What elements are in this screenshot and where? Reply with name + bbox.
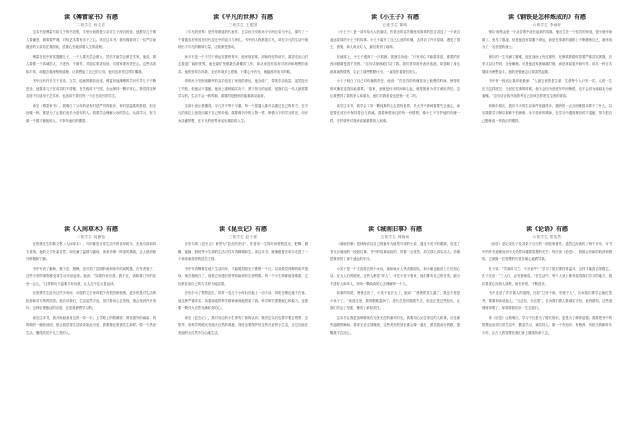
paragraph: 书中写到了葡萄、栀子花、腊梅，也写到了昆明的雨和家乡的咸鸭蛋。在作者笔下，这些平常的事物都变得生动可爱起来。他说：“如果你来访我，我不在，请和我门外的花坐一会儿。”这样的句子温柔又有诗意，让人忍不住反复品读。 [26,266,156,286]
essay-1 [26,14,156,210]
essay-title: 读《论语》有感 [525,226,568,233]
paragraph: 《平凡的世界》是作家路遥的代表作，它以孙少安和孙少平两兄弟为中心，描写了一个普通农村家庭在时代变迁中的奋斗与挣扎。书中的人物都很平凡，却在平凡的生活中展现出不平凡的精神力量，让我深受感动。 [178,30,308,49]
essay-4 [482,14,612,210]
essay-6 [178,226,308,422]
paragraph: 读完这本书，我学会了用一颗纯真的心去看待世界。长大并不意味着要失去童心，而是要在成长中保持善良与真诚。我要珍惜身边的每一份情感，像小王子守护他的玫瑰一样，守护那些对我来说最重要的人和事。 [330,103,460,123]
essay-title: 读《昆虫记》有感 [218,226,267,233]
paragraph: 法布尔为了观察昆虫，常常一连几个小时趴在地上一动不动，风吹日晒也毫不在意。他这种严谨求实、执着探索的科学精神深深地感染了我。科学研究需要耐心和毅力，也需要一颗对大自然充满好奇的心。 [178,291,308,310]
essay-title: 读《人间草木》有感 [63,226,118,233]
essay-body [330,241,460,337]
paragraph: 汪曾祺先生的散文集《人间草木》，写的都是日常生活中的花草树木、虫鱼鸟兽和四方食事。他的文字朴素自然，却充满了温情与趣味，读来仿佛一阵清风拂面，让人感到格外舒服和宁静。 [26,242,156,261]
essay-body [482,29,612,125]
essay-title: 读《平凡的世界》有感 [212,14,273,21]
paragraph: 《小王子》是一部写给大人的童话，作者圣埃克苏佩里用简单的语言讲述了一个来自遥远星球的小王子的故事。小王子离开了自己心爱的玫瑰，去拜访了许多星球，遇见了国王、酒鬼、商人和点灯人，最后来到了地球。 [330,30,460,49]
paragraph: 汪曾祺先生经历过许多坎坷，可他的文字里却很少有抱怨和愤懑，更多的是对生活的热爱和对万物的欣赏。他告诉我们，生活虽然平淡，但只要用心去发现，就会找到许多美好。这种乐观豁达的态度，正是我最想学习的。 [26,291,156,310]
paragraph: 书中写到蝉要在地下生活四年，才能爬到阳光下歌唱一个月。以前我觉得蝉的叫声很吵，现在我明白了，那是它用漫长的等待换来的生命赞歌。每一个小生命都值得尊重，它们都在用自己的方式努力地活着。 [178,266,308,286]
paragraph: 书中还有许多关于音乐、文学、绘画的精彩论述，傅雷用他渊博的学识引导儿子不断进步。他要求儿子在成功时不骄傲，在失败时不气馁，永远保持一颗平常心。我觉得这种态度不仅适用于艺术家，也适用于我们每一个正在成长的学生。 [26,79,156,98]
essay-author: 三班学生 王建国 [228,23,258,27]
essay-author: 五班学生 林晓雨 [380,235,410,239]
paragraph: 小英子是一个天真善良的小女孩，她和疯女人秀贞做朋友，和小偷也能说上几句知心话。在大人们的眼里，这些人都是“坏人”，可在小英子看来，他们都有自己的苦衷。她分不清好人和坏人，却用一颗纯真的心去理解每一个人。 [330,266,460,286]
essay-body [178,241,308,337]
paragraph: 书中还讲了许多做人的道理。比如“己所不欲，勿施于人”，告诉我们要学会换位思考，尊重和体谅他人；“言必信，行必果”，告诉我们做人要诚实守信，说到做到。这些道理简单明了，却需要我们用一生去践行。 [482,291,612,310]
essay-author: 二班学生 孙文宏 [76,23,106,27]
paragraph: 读完《傅雷家书》，我明白了父母的爱有时是严厉的批评，有时是温柔的鼓励，但无论哪一种，都是为了让我们成长为更好的人。我要学会理解父母的苦心，认真学习，努力做一个德才兼备的人，不辜负他们的期望。 [26,103,156,123]
essay-body [330,29,460,125]
paragraph: 小王子明白了自己对玫瑰的责任，他说：“你在你的玫瑰花身上耗费的时间，使得你的玫瑰花变得如此重要。”原来，爱就是付出时间和心血，就是愿意为对方承担责任。这让我想到了我的家人和朋友，他们对我来说也是独一无二的。 [330,79,460,98]
essay-title: 读《傅雷家书》有感 [63,14,118,21]
paragraph: 和保尔相比，我们今天的生活条件优越得多，遇到的一点点困难根本算不了什么。以后我要学习保尔那种不怕困难、永不放弃的精神，在学习中遇到挫折时不退缩，努力把自己锻炼成一块真正的钢铁。 [482,103,612,123]
essay-title: 读《小王子》有感 [370,14,419,21]
paragraph: 法布尔的《昆虫记》被誉为“昆虫的史诗”。作者用一生的时间观察昆虫，把蝉、螳螂、蜜蜂、蚂蚁等小生命的生活习性写得栩栩如生。读这本书，就像跟着法布尔走进了一个神奇而奇妙的昆虫王国。 [178,242,308,261]
essay-author: 六班学生 郑浩然 [532,235,562,239]
paragraph: 读完这本书，我开始留意身边的一草一木。上学路上的梧桐树、教室窗外的麻雀、妈妈做的一碗热汤面，都让我觉得生活原来如此可爱。我要像汪曾祺先生那样，做一个热爱生活、懂得欣赏平凡之美的人。 [26,315,156,335]
essay-8 [482,226,612,422]
paragraph: 保尔的一生充满了磨难，他在战场上负过重伤，在修筑铁路时冒着严寒忍饥挨饿，后来又双目失明、全身瘫痪。可是他没有被病痛打倒，而是拿起笔开始写作，用另一种方式继续为理想奋斗。他的坚强意志让我肃然起敬。 [482,54,612,74]
essay-3 [330,14,460,210]
paragraph: 读完《昆虫记》，我对身边的小生命有了新的认识。我决定以后也要学着去观察、去思考，用科学的眼光发现大自然的奥秘，同时也要保护好这些可爱的小生灵，让它们能在美丽的大自然中自由地生活。 [178,315,308,335]
paragraph: 孔子说：“学而时习之，不亦说乎？”学习了知识要经常温习，这样才能真正掌握它。孔子还说：“三人行，必有我师焉。”在生活中，每个人身上都有值得我们学习的地方，我们要虚心向别人请教，取长补短，不断进步。 [482,266,612,286]
paragraph: 这本书是傅雷写给儿子的书信集，字里行间都是父亲对儿子深沉的爱。他教导儿子做人要谦虚，做事要严谨，对待艺术要有赤子之心。读完这本书，我仿佛看到了一位严厉而慈爱的父亲站在我面前，语重心长地讲着人生的道理。 [26,30,156,49]
essay-title: 读《钢铁是怎样炼成的》有感 [507,14,586,21]
paragraph: 《论语》是记录孔子及其弟子言行的一部经典著作，虽然已经流传了两千多年，可书中的许多道理直到今天仍然闪耀着智慧的光芒。每次读《论语》，我都会有新的收获和感悟，它就像一位智慧的长者在耐心地教导我。 [482,242,612,261]
essay-author: 二班学生 周静怡 [76,235,106,239]
essay-body [178,29,308,125]
paragraph: 《城南旧事》是林海音以自己的童年为原型写成的小说，通过小英子的眼睛，讲述了老北京城南的一段段往事。书中的故事淡淡的，带着一点忧伤，却又那么真实动人，仿佛把我带回了那个遥远的年代。 [330,242,460,261]
essay-body [26,29,156,125]
essay-body [482,241,612,337]
paragraph: 故事的结尾，爸爸去世了，小英子也长大了。她说：“爸爸的花儿落了，我也不再是小孩子了。”读到这里，我的眼眶湿润了。成长总是伴随着失去，但也正是这些经历，让我们学会了坚强，懂得了承担责任。 [330,291,460,310]
essay-7 [330,226,460,422]
paragraph: 孙少平是一个不甘于命运安排的青年，他家境贫寒，却始终坚持读书，渴望走出山村去看更广阔的世界。他在煤矿里做最苦最累的工作，却从来没有放弃对知识和理想的追求。他的坚持告诉我，无论环境多么艰难，只要心中有光，就能照亮前方的路。 [178,54,308,74]
essay-author: 三班学生 赵子豪 [228,235,258,239]
paragraph: 书中有一段话让我印象最深：“人最宝贵的是生命，生命每个人只有一次。人的一生应当这样度过：当回忆往事的时候，他不会因为虚度年华而悔恨，也不会因为碌碌无为而羞愧。”这句话让我开始思考自己应该怎样度过宝贵的青春。 [482,79,612,98]
essay-author: 五班学生 陈明 [382,23,408,27]
essay-2 [178,14,308,210]
essay-title: 读《城南旧事》有感 [367,226,422,233]
essay-5 [26,226,156,422]
paragraph: 这部小说让我懂得，平凡并不等于平庸。每一个普通人都可以通过自己的努力，在平凡的岗位上创造出属于自己的价值。我要像书中的人物一样，珍惜当下的学习时光，用汗水浇灌梦想，在平凡的世界里活出精彩的人生。 [178,103,308,123]
paragraph: 保尔·柯察金是一个从苦难中成长起来的英雄。他出生在一个贫苦的家庭，很小就开始做工，受尽了欺凌。但是他没有屈服于命运，而是在革命的道路上不断磨炼自己，最终成为了一名坚强的战士。 [482,30,612,49]
essay-body [26,241,156,337]
paragraph: 傅雷在信中常常提醒儿子，一个人要先学会做人，然后才能学会做艺术家。他说，做人要做一个真诚的人，不虚伪，不做作，对朋友要讲信用，对国家要有责任心。这些话看似平常，却蕴含着深刻的道理，让我想起了自己的父母，他们也常常这样叮嘱我。 [26,54,156,74]
paragraph: 哥哥孙少安则用勤劳的双手改变了家庭的命运，他办砖厂、带领乡亲致富，虽然经历了失败，但他从不退缩。他身上那种踏实肯干、勇于担当的品质，是我们这一代人最需要学习的。生活不会一帆风顺，重要的是跌倒后能重新站起来。 [178,79,308,98]
paragraph: 这本书让我更加珍惜现在无忧无虑的童年时光。我要用心记住身边的人和事，记住那些温暖的瞬间。将来无论走到哪里，这些美好的回忆都会像一盏灯，照亮我前行的路，提醒我不忘初心。 [330,315,460,335]
essay-author: 六班学生 李雨轩 [532,23,562,27]
paragraph: 在地球上，小王子遇到了一只狐狸。狐狸告诉他：“只有用心才能看得清，重要的东西用眼睛是看不见的。”这句话深深地打动了我。我们常常被外表所迷惑，却忽略了身边最真诚的情感，忘记了那些默默付出、一直陪伴着我们的人。 [330,54,460,74]
paragraph: 读《论语》让我明白，学习不仅是为了增长知识，更是为了修养品德。我要把书中的智慧运用到日常生活中，勤奋学习，诚实待人，做一个有知识、有修养、有担当的新时代少年，让古人的智慧在我们身上继续传承下去。 [482,315,612,335]
